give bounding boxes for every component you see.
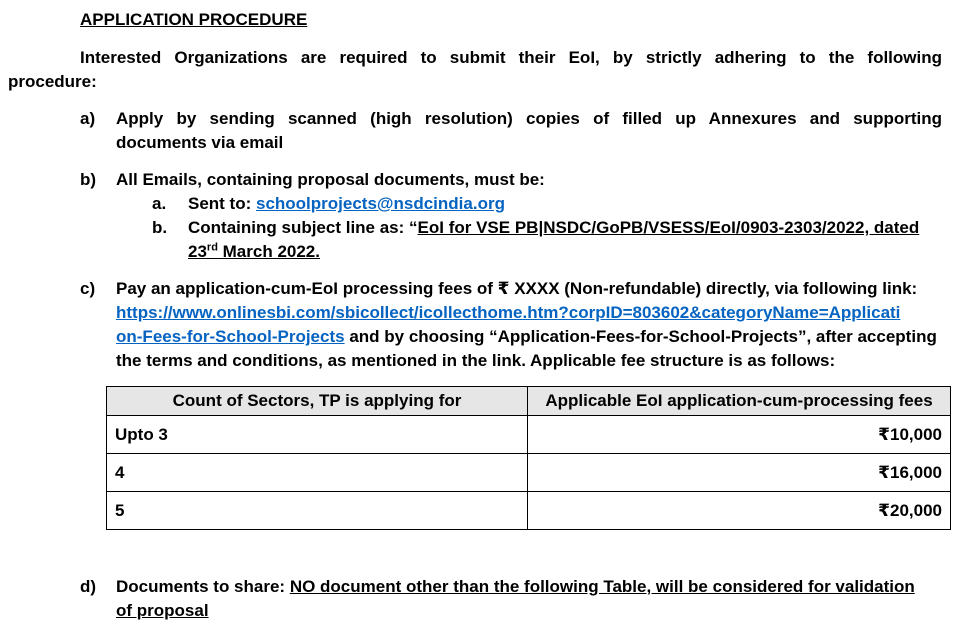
item-a-line2: documents via email xyxy=(116,133,284,152)
documents-note: NO document other than the following Table, will be considered for validation xyxy=(289,577,915,596)
item-c-line4: the terms and conditions, as mentioned in the link. Applicable fee structure is as follows: xyxy=(116,351,836,370)
section-heading: APPLICATION PROCEDURE xyxy=(80,10,308,29)
procedure-item-c xyxy=(80,277,950,373)
table-row xyxy=(107,416,951,454)
subject-line: EoI for VSE PB|NSDC/GoPB/VSESS/EoI/0903-2303/2022, dated xyxy=(417,218,920,237)
column-header-sectors: Count of Sectors, TP is applying for xyxy=(107,387,528,416)
fee-cell: ₹16,000 xyxy=(528,454,951,492)
documents-label: Documents to share: xyxy=(116,577,290,596)
procedure-item-b xyxy=(80,168,942,192)
subject-sup: rd xyxy=(206,241,218,254)
subject-date xyxy=(188,240,320,264)
item-b-sub-b xyxy=(152,216,944,264)
item-b-line1: All Emails, containing proposal documents, must be: xyxy=(116,170,545,189)
subject-day: 23 xyxy=(188,242,207,261)
item-b-sub-a xyxy=(152,192,942,216)
sub-marker: b. xyxy=(152,218,168,237)
item-a-line1: Apply by sending scanned (high resolution) copies of filled up Annexures and supporting xyxy=(116,109,942,128)
subject-label: Containing subject line as: “ xyxy=(188,218,418,237)
fee-structure-table xyxy=(106,386,951,530)
table-row xyxy=(107,492,951,530)
item-marker: b) xyxy=(80,170,97,189)
procedure-item-a xyxy=(80,107,942,155)
sub-marker: a. xyxy=(152,194,167,213)
item-c-line3-text: and by choosing “Application-Fees-for-School-Projects”, after accepting xyxy=(344,327,937,346)
procedure-item-d xyxy=(80,575,942,623)
sbi-collect-link-continued[interactable]: on-Fees-for-School-Projects xyxy=(116,327,345,346)
intro-text-continued: procedure: xyxy=(8,72,97,91)
documents-note-continued: of proposal xyxy=(116,601,209,620)
sectors-cell: 5 xyxy=(107,492,528,530)
subject-month-year: March 2022. xyxy=(217,242,320,261)
column-header-fees: Applicable EoI application-cum-processing fees xyxy=(528,387,951,416)
sbi-collect-link[interactable]: https://www.onlinesbi.com/sbicollect/icollecthome.htm?corpID=803602&categoryName=Applicati xyxy=(116,303,901,322)
item-c-line3 xyxy=(116,325,937,349)
sent-to-label: Sent to: xyxy=(188,194,256,213)
fee-cell: ₹10,000 xyxy=(528,416,951,454)
fee-cell: ₹20,000 xyxy=(528,492,951,530)
item-marker: c) xyxy=(80,279,96,298)
table-row xyxy=(107,454,951,492)
item-marker: a) xyxy=(80,109,96,128)
item-c-line1: Pay an application-cum-EoI processing fees of ₹ XXXX (Non-refundable) directly, via following link: xyxy=(116,279,918,298)
email-link[interactable]: schoolprojects@nsdcindia.org xyxy=(256,194,505,213)
sectors-cell: Upto 3 xyxy=(107,416,528,454)
table-header-row xyxy=(107,387,951,416)
item-marker: d) xyxy=(80,577,97,596)
intro-text: Interested Organizations are required to submit their EoI, by strictly adhering to the following xyxy=(80,48,942,67)
sectors-cell: 4 xyxy=(107,454,528,492)
